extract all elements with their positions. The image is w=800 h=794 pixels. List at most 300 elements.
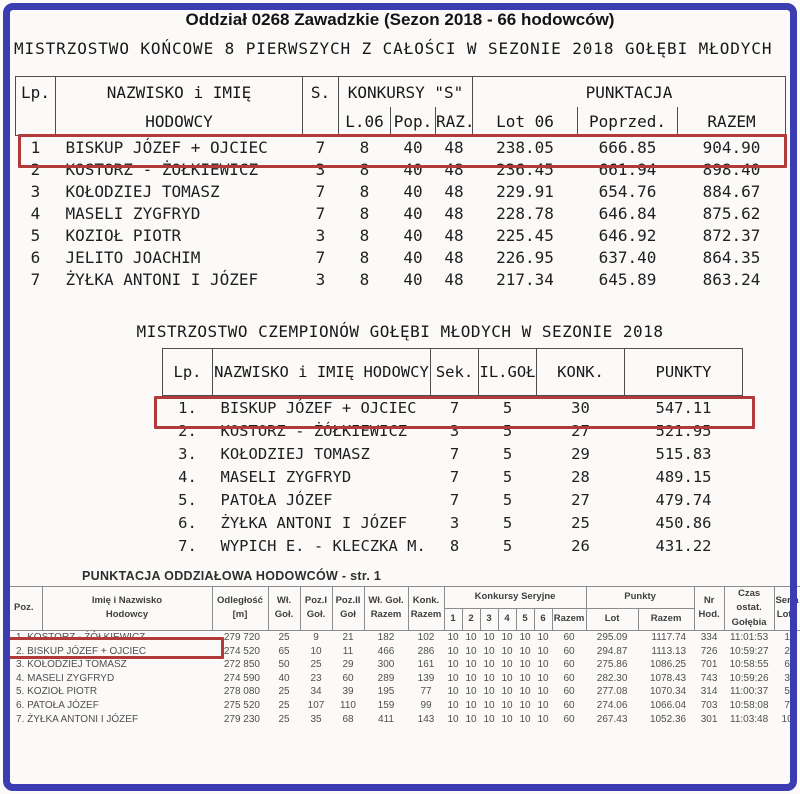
serial-2-cell: 10 [465,700,477,712]
ilgol-cell: 5 [502,421,513,440]
wl-gol-cell: 50 [278,659,290,671]
l06-cell: 8 [359,137,370,157]
breeder-name-cell: 6. PATOŁA JÓZEF [16,700,99,712]
sek-cell: 3 [449,421,460,440]
col-poz1 [300,587,332,631]
konk-cell: 27 [571,490,590,509]
serial-1-cell: 10 [447,632,459,644]
breeder-name-cell: JELITO JOACHIM [65,247,201,267]
punkty-razem-cell: 1052.36 [649,713,687,725]
col-konk-line1: Konk. [412,595,440,607]
col-section: S. [303,77,339,108]
col-l06: L.06 [339,107,391,136]
breeder-name-cell: KOSTORZ - ŻÓŁKIEWICZ [220,421,408,440]
col-punkty-lot: Lot [586,608,638,630]
table-header [16,77,786,136]
poprzed-points-cell: 646.84 [598,203,657,223]
razem-points-cell: 872.37 [702,225,761,245]
section-cell: 7 [315,181,326,201]
col-konk: KONK. [537,349,625,396]
serial-4-cell: 10 [501,632,513,644]
ilgol-cell: 5 [502,398,513,417]
lot06-points-cell: 238.05 [496,137,554,157]
lot06-points-cell: 217.34 [496,269,554,289]
poprzed-points-cell: 666.85 [598,137,657,157]
serial-razem-cell: 60 [563,672,575,684]
col-lp: Lp. [163,349,213,396]
razem-points-cell: 875.62 [702,203,761,223]
punkty-cell: 489.15 [655,467,712,486]
seria-lotu-cell: 3 [784,672,790,684]
highlight-box-table2-winner [154,396,755,429]
col-lp: Lp. [16,77,56,108]
nr-hod-cell: 726 [700,645,718,657]
col-konk-line2: Razem [410,609,442,621]
col-wl-line1: Wł. [276,595,292,607]
rank-cell: 2 [30,159,41,179]
serial-6-cell: 10 [537,700,549,712]
champions-table [162,348,743,557]
serial-3-cell: 10 [483,672,495,684]
poz2-cell: 11 [342,645,354,657]
table-row [16,268,786,290]
seria-lotu-cell: 5 [784,686,790,698]
table-row [16,246,786,268]
punkty-lot-cell: 267.43 [596,713,628,725]
poz1-cell: 35 [310,713,322,725]
serial-5-cell: 10 [519,645,531,657]
breeder-name-cell: 2. BISKUP JÓZEF + OJCIEC [16,645,147,657]
serial-6-cell: 10 [537,713,549,725]
highlight-box-table3-biskup [5,637,224,659]
wlgol-razem-cell: 466 [377,645,395,657]
col-lot06: Lot 06 [473,107,578,136]
pop-cell: 40 [403,137,423,157]
raz-cell: 48 [444,159,464,179]
czas-cell: 10:58:55 [729,659,769,671]
l06-cell: 8 [359,269,370,289]
seria-lotu-cell: 6 [784,659,790,671]
section-cell: 3 [315,159,326,179]
col-pop: Pop. [391,107,436,136]
wl-gol-cell: 25 [278,713,290,725]
breeder-name-cell: KOZIOŁ PIOTR [65,225,182,245]
rank-cell: 5 [30,225,41,245]
serial-4-cell: 10 [501,659,513,671]
punkty-lot-cell: 274.06 [596,700,628,712]
poz2-cell: 68 [342,713,354,725]
sek-cell: 7 [449,444,460,463]
serial-6-cell: 10 [537,645,549,657]
seria-lotu-cell: 7 [784,700,790,712]
col-nr-line2: Hod. [698,609,720,621]
lot06-points-cell: 225.45 [496,225,554,245]
punkty-lot-cell: 275.86 [596,659,628,671]
distance-cell: 278 080 [223,686,260,698]
col-raz: RAZ. [436,107,473,136]
serial-1-cell: 10 [447,713,459,725]
seria-lotu-cell: 2 [784,645,790,657]
breeder-name-cell: KOŁODZIEJ TOMASZ [220,444,370,463]
konk-cell: 30 [571,398,590,417]
breeder-name-cell: BISKUP JÓZEF + OJCIEC [220,398,417,417]
pop-cell: 40 [403,159,423,179]
table-row [163,511,743,534]
col-poz2-line2: Goł [340,609,356,621]
col-czas-line2: Gołębia [731,616,767,628]
poprzed-points-cell: 646.92 [598,225,657,245]
ilgol-cell: 5 [502,444,513,463]
poz1-cell: 9 [313,632,319,644]
poprzed-points-cell: 654.76 [598,181,657,201]
wlgol-razem-cell: 289 [377,672,395,684]
poprzed-points-cell: 645.89 [598,269,657,289]
wl-gol-cell: 40 [278,672,290,684]
wl-gol-cell: 25 [278,686,290,698]
wlgol-razem-cell: 411 [378,713,394,725]
col-k6: 6 [534,608,552,630]
poz1-cell: 10 [310,645,322,657]
serial-razem-cell: 60 [563,645,575,657]
serial-3-cell: 10 [483,632,495,644]
section-cell: 7 [315,137,326,157]
poz1-cell: 107 [307,700,325,712]
rank-cell: 4. [178,467,197,486]
breeder-name-cell: KOSTORZ - ŻOŁKIEWICZ [65,159,259,179]
col-k5: 5 [516,608,534,630]
breeder-name-cell: BISKUP JÓZEF + OJCIEC [65,137,268,157]
section-cell: 3 [315,225,326,245]
table-row [6,712,800,726]
serial-5-cell: 10 [519,700,531,712]
rank-cell: 7. [178,536,197,555]
czas-cell: 11:03:48 [730,713,769,725]
serial-razem-cell: 60 [563,686,575,698]
razem-points-cell: 898.40 [702,159,761,179]
ilgol-cell: 5 [502,490,513,509]
serial-3-cell: 10 [483,645,495,657]
punkty-razem-cell: 1113.13 [651,645,687,657]
ilgol-cell: 5 [502,467,513,486]
czas-cell: 11:00:37 [730,686,769,698]
col-k3: 3 [480,608,498,630]
col-k-razem: Razem [552,608,586,630]
col-wl-line2: Goł. [274,609,294,621]
breeder-name-cell: ŻYŁKA ANTONI I JÓZEF [220,513,408,532]
poprzed-points-cell: 637.40 [598,247,657,267]
poz1-cell: 34 [310,686,322,698]
serial-3-cell: 10 [483,659,495,671]
col-group-konkursy: KONKURSY "S" [339,77,473,108]
rank-cell: 1 [30,137,41,157]
col-nr-hod [694,587,724,631]
raz-cell: 48 [444,203,464,223]
serial-5-cell: 10 [519,659,531,671]
nr-hod-cell: 301 [700,713,718,725]
breeder-name-cell: PATOŁA JÓZEF [220,490,333,509]
konk-razem-cell: 286 [417,645,435,657]
col-name-line2: Hodowcy [105,609,149,621]
serial-4-cell: 10 [501,645,513,657]
col-wlgol-razem [364,587,408,631]
section2-heading: MISTRZOSTWO CZEMPIONÓW GOŁĘBI MŁODYCH W SEZONIE 2018 [136,322,664,341]
final-championship-table [15,76,786,290]
l06-cell: 8 [359,159,370,179]
serial-1-cell: 10 [447,659,459,671]
raz-cell: 48 [444,181,464,201]
serial-6-cell: 10 [537,672,549,684]
col-name-line2: HODOWCY [56,107,303,136]
seria-lotu-cell: 1 [784,632,790,644]
nr-hod-cell: 701 [700,659,718,671]
serial-1-cell: 10 [447,645,459,657]
czas-cell: 10:59:26 [729,672,769,684]
col-wlgol-line2: Razem [370,609,402,621]
raz-cell: 48 [444,137,464,157]
col-poz2 [332,587,364,631]
punkty-razem-cell: 1117.74 [651,632,687,644]
col-razem: RAZEM [678,107,786,136]
col-wl-gol [268,587,300,631]
nr-hod-cell: 703 [700,700,718,712]
serial-2-cell: 10 [465,645,477,657]
serial-6-cell: 10 [537,686,549,698]
punkty-razem-cell: 1078.43 [649,672,687,684]
l06-cell: 8 [359,203,370,223]
lot06-points-cell: 228.78 [496,203,554,223]
col-distance [212,587,268,631]
poz2-cell: 21 [342,632,354,644]
lot06-points-cell: 226.95 [496,247,554,267]
col-name-line1: NAZWISKO i IMIĘ [56,77,303,108]
breeder-name-cell: 4. MASELI ZYGFRYD [16,672,115,684]
wlgol-razem-cell: 159 [377,700,395,712]
poz1-cell: 25 [310,659,322,671]
punkty-lot-cell: 295.09 [596,632,628,644]
section-cell: 3 [315,269,326,289]
poz2-cell: 39 [342,686,354,698]
col-seria-line2: Lotu [776,609,798,621]
punkty-cell: 431.22 [655,536,712,555]
table-header [163,349,743,396]
konk-razem-cell: 161 [417,659,435,671]
punkty-cell: 450.86 [655,513,712,532]
col-name: NAZWISKO i IMIĘ HODOWCY [213,349,431,396]
l06-cell: 8 [359,247,370,267]
sek-cell: 7 [449,490,460,509]
sek-cell: 7 [449,467,460,486]
konk-razem-cell: 99 [420,700,432,712]
nr-hod-cell: 334 [700,632,718,644]
serial-2-cell: 10 [465,659,477,671]
col-group-punktacja: PUNKTACJA [473,77,786,108]
raz-cell: 48 [444,225,464,245]
serial-4-cell: 10 [501,672,513,684]
rank-cell: 5. [178,490,197,509]
konk-cell: 29 [571,444,590,463]
col-czas [724,587,774,631]
serial-2-cell: 10 [465,686,477,698]
serial-5-cell: 10 [519,672,531,684]
punkty-cell: 515.83 [655,444,712,463]
distance-cell: 274 520 [223,645,260,657]
col-k2: 2 [462,608,480,630]
razem-points-cell: 864.35 [702,247,761,267]
breeder-name-cell: MASELI ZYGFRYD [220,467,352,486]
czas-cell: 11:01:53 [730,632,769,644]
table-row [6,658,800,672]
pop-cell: 40 [403,225,423,245]
serial-2-cell: 10 [465,672,477,684]
table-row [6,685,800,699]
wlgol-razem-cell: 182 [377,632,395,644]
poz2-cell: 29 [342,659,354,671]
poz2-cell: 110 [340,700,356,712]
punkty-lot-cell: 294.87 [596,645,628,657]
section3-heading: PUNKTACJA ODDZIAŁOWA HODOWCÓW - str. 1 [82,569,382,583]
razem-points-cell: 904.90 [702,137,761,157]
sek-cell: 7 [449,398,460,417]
col-nr-line1: Nr [703,595,715,607]
table-row [16,202,786,224]
rank-cell: 7 [30,269,41,289]
konk-cell: 27 [571,421,590,440]
konk-razem-cell: 77 [420,686,432,698]
rank-cell: 1. [178,398,197,417]
col-ilgol: IL.GOŁ [479,349,537,396]
table-row [163,534,743,557]
table-row [6,699,800,713]
konk-razem-cell: 102 [417,632,435,644]
serial-3-cell: 10 [483,700,495,712]
punkty-razem-cell: 1070.34 [649,686,687,698]
breeder-name-cell: 3. KOŁODZIEJ TOMASZ [16,659,127,671]
serial-razem-cell: 60 [563,632,575,644]
rank-cell: 4 [30,203,41,223]
serial-4-cell: 10 [501,686,513,698]
wl-gol-cell: 25 [278,700,290,712]
distance-cell: 272 850 [223,659,260,671]
punkty-razem-cell: 1066.04 [649,700,687,712]
rank-cell: 3. [178,444,197,463]
col-distance-line2: [m] [232,609,248,621]
table-row [16,224,786,246]
distance-cell: 274 590 [223,672,260,684]
konk-cell: 25 [571,513,590,532]
breeder-name-cell: 5. KOZIOŁ PIOTR [16,686,98,698]
punkty-cell: 479.74 [655,490,712,509]
col-k4: 4 [498,608,516,630]
czas-cell: 10:59:27 [729,645,769,657]
konk-cell: 28 [571,467,590,486]
serial-5-cell: 10 [519,632,531,644]
col-poprzed: Poprzed. [578,107,678,136]
serial-razem-cell: 60 [563,713,575,725]
razem-points-cell: 863.24 [702,269,761,289]
col-wlgol-line1: Wł. Goł. [368,595,404,607]
breeder-name-cell: ŻYŁKA ANTONI I JÓZEF [65,269,259,289]
distance-cell: 279 720 [223,632,260,644]
col-poz2-line1: Poz.II [335,595,361,607]
pop-cell: 40 [403,181,423,201]
col-name-line1: Imię i Nazwisko [91,595,163,607]
table-row [163,488,743,511]
serial-5-cell: 10 [519,713,531,725]
distance-cell: 279 230 [223,713,260,725]
section-cell: 7 [315,247,326,267]
col-name [42,587,212,631]
pop-cell: 40 [403,269,423,289]
sek-cell: 8 [449,536,460,555]
nr-hod-cell: 314 [700,686,718,698]
breeder-name-cell: KOŁODZIEJ TOMASZ [65,181,220,201]
rank-cell: 6. [178,513,197,532]
col-poz1-line1: Poz.I [304,595,328,607]
serial-1-cell: 10 [447,686,459,698]
rank-cell: 2. [178,421,197,440]
wl-gol-cell: 65 [278,645,290,657]
serial-razem-cell: 60 [563,700,575,712]
col-seria [774,587,800,631]
col-group-punkty: Punkty [586,587,694,609]
serial-4-cell: 10 [501,700,513,712]
serial-2-cell: 10 [465,713,477,725]
wl-gol-cell: 25 [278,632,290,644]
punkty-lot-cell: 277.08 [596,686,628,698]
raz-cell: 48 [444,269,464,289]
wlgol-razem-cell: 300 [377,659,395,671]
col-group-konkursy-seryjne: Konkursy Seryjne [444,587,586,609]
col-czas-line1: Czas ostat. [736,588,762,614]
serial-razem-cell: 60 [563,659,575,671]
serial-2-cell: 10 [465,632,477,644]
rank-cell: 6 [30,247,41,267]
ilgol-cell: 5 [502,536,513,555]
razem-points-cell: 884.67 [702,181,761,201]
section1-heading: MISTRZOSTWO KOŃCOWE 8 PIERWSZYCH Z CAŁOŚCI W SEZONIE 2018 GOŁĘBI MŁODYCH [14,39,773,58]
pop-cell: 40 [403,203,423,223]
rank-cell: 3 [30,181,41,201]
col-lp-blank [16,107,56,136]
col-distance-line1: Odległość [217,595,263,607]
distance-cell: 275 520 [223,700,260,712]
section-cell: 7 [315,203,326,223]
punkty-lot-cell: 282.30 [596,672,628,684]
col-konk-razem [408,587,444,631]
breeder-name-cell: 7. ŻYŁKA ANTONI I JÓZEF [16,713,139,725]
lot06-points-cell: 236.45 [496,159,554,179]
serial-3-cell: 10 [483,686,495,698]
l06-cell: 8 [359,181,370,201]
col-seria-line1: Seria [775,595,799,607]
serial-3-cell: 10 [483,713,495,725]
nr-hod-cell: 743 [700,672,718,684]
col-punkty: PUNKTY [625,349,743,396]
punkty-cell: 547.11 [655,398,712,417]
col-section-blank [303,107,339,136]
breeder-name-cell: WYPICH E. - KLECZKA M. [220,536,426,555]
konk-razem-cell: 143 [417,713,435,725]
poz1-cell: 23 [310,672,322,684]
document-title: Oddział 0268 Zawadzkie (Sezon 2018 - 66 hodowców) [185,10,615,29]
breeder-name-cell: MASELI ZYGFRYD [65,203,201,223]
col-poz1-line2: Goł. [306,609,326,621]
poz2-cell: 60 [342,672,354,684]
konk-cell: 26 [571,536,590,555]
serial-1-cell: 10 [447,700,459,712]
serial-6-cell: 10 [537,632,549,644]
seria-lotu-cell: 10 [781,713,793,725]
